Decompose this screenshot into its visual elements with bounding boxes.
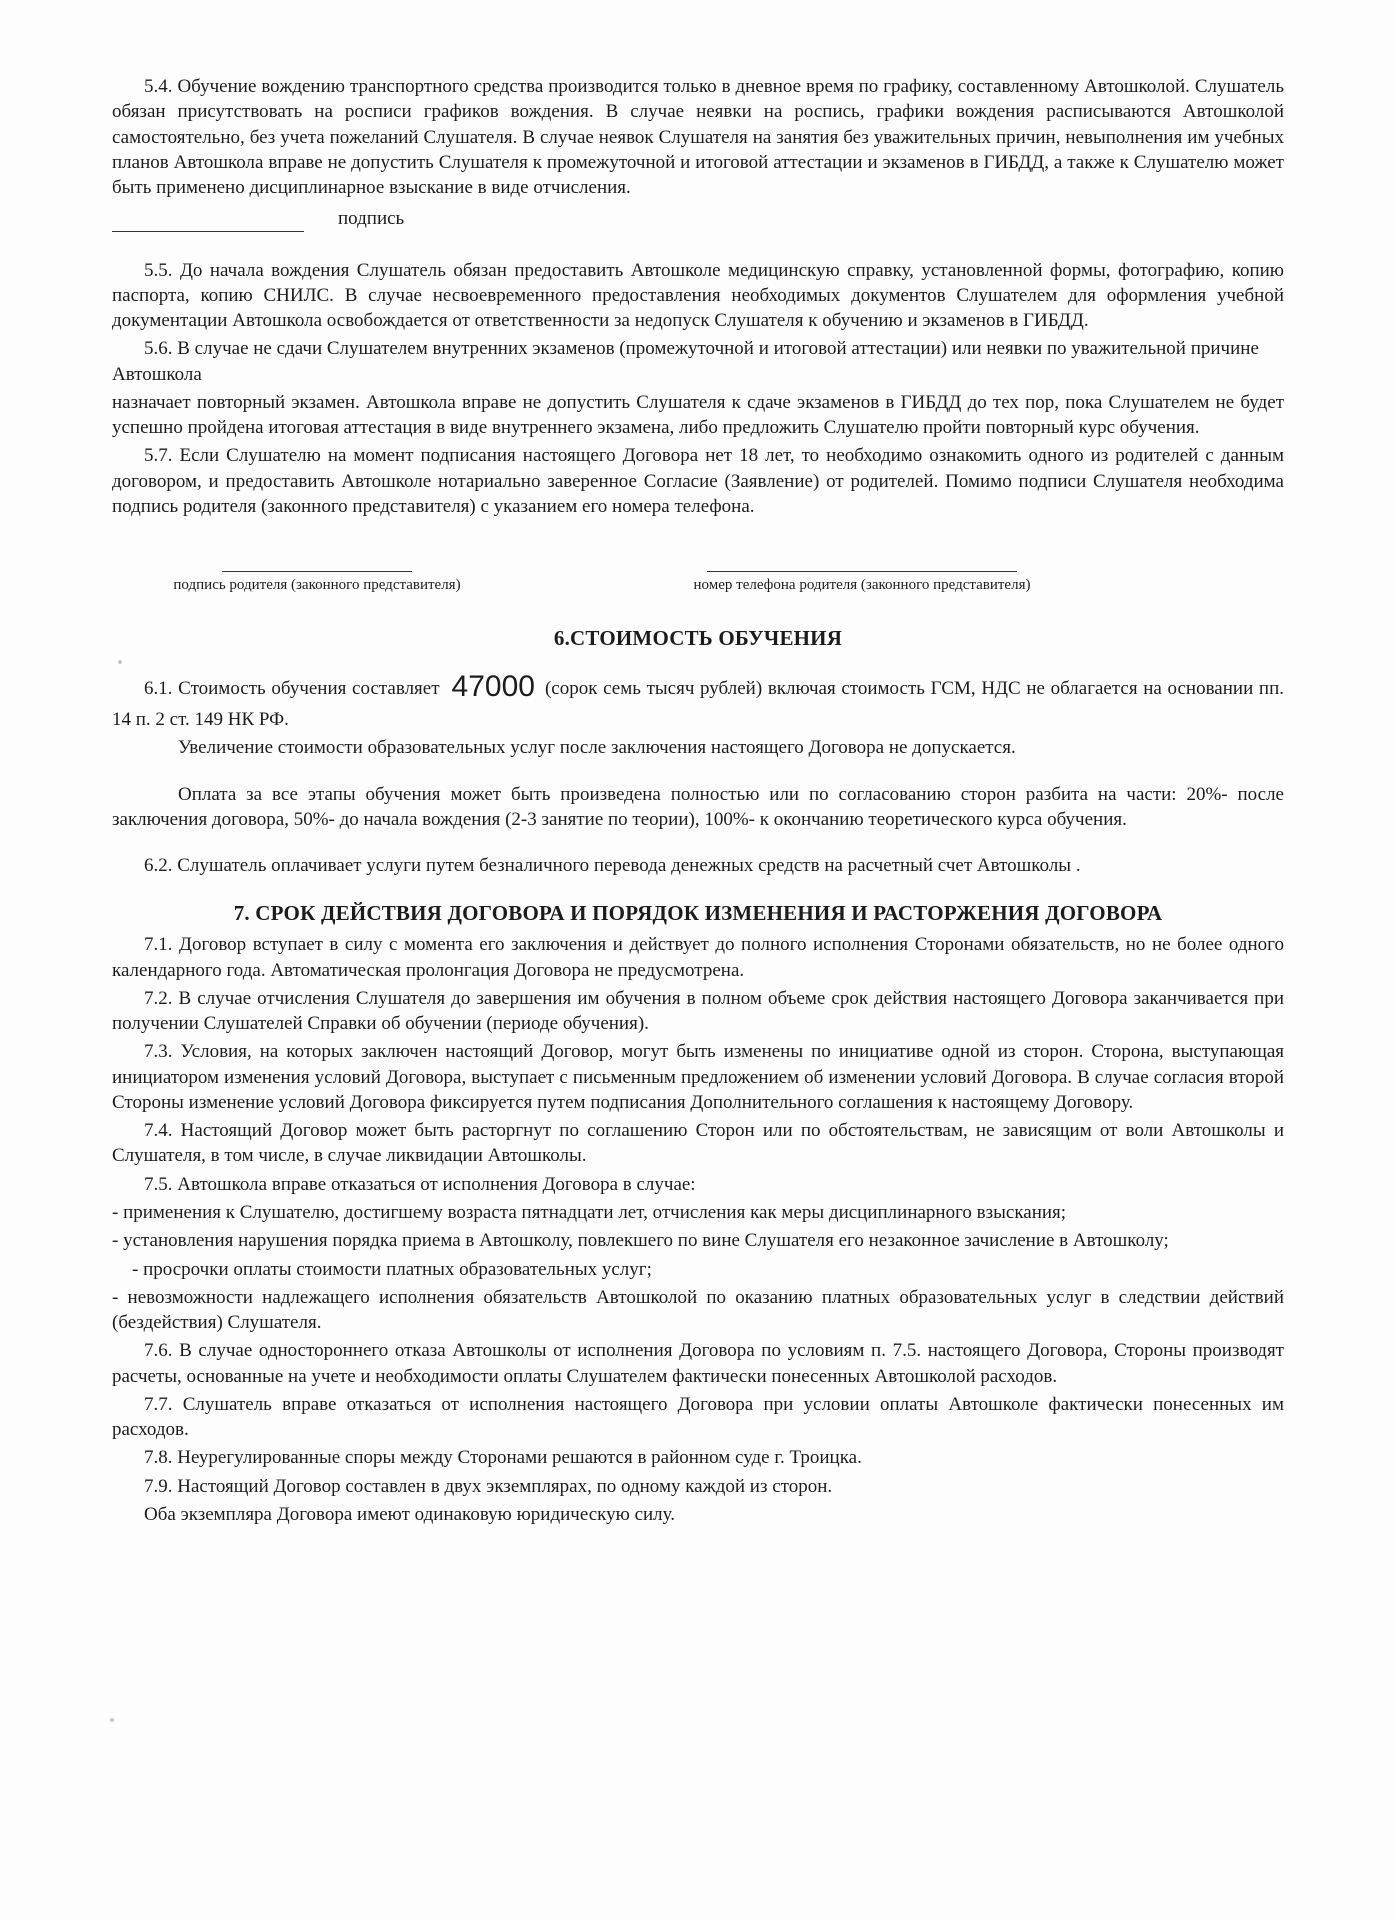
signature-label: подпись (338, 208, 405, 230)
clause-5-5: 5.5. До начала вождения Слушатель обязан предоставить Автошколе медицинскую справку, установленной формы, фотографию, копию паспорта, копию СНИЛС. В случае несвоевременного предоставления необходимых документов Слушателем для оформления учебной документации Автошкола освобождается от ответственности за недопуск Слушателя к обучению и экзаменов в ГИБДД. (112, 259, 1284, 332)
parent-phone (642, 559, 1082, 596)
clause-5-4: 5.4. Обучение вождению транспортного средства производится только в дневное время по графику, составленному Автошколой. Слушатель обязан присутствовать на росписи графиков вождения. В случае неявки на роспись, графики вождения расписываются Автошколой самостоятельно, без учета пожеланий Слушателя. В случае неявок Слушателя на занятия без уважительных причин, невыполнения им учебных планов Автошкола вправе не допустить Слушателя к промежуточной и итоговой аттестации и экзаменов в ГИБДД, а также к Слушателю может быть применено дисциплинарное взыскание в виде отчисления. (112, 76, 1284, 199)
parent-phone-line (707, 559, 1017, 572)
clause-7-5-item: - применения к Слушателю, достигшему возраста пятнадцати лет, отчисления как меры дисциплинарного взыскания; (112, 1201, 1067, 1223)
section-7-title: 7. СРОК ДЕЙСТВИЯ ДОГОВОРА И ПОРЯДОК ИЗМЕНЕНИЯ И РАСТОРЖЕНИЯ ДОГОВОРА (233, 901, 1163, 926)
clause-5-6-cont: назначает повторный экзамен. Автошкола вправе не допустить Слушателя к сдаче экзаменов в ГИБДД до тех пор, пока Слушателем не будет успешно пройдена итоговая аттестация в виде внутреннего экзамена, либо предложить Слушателю пройти повторный курс обучения. (112, 391, 1284, 439)
parent-signature-line (222, 559, 412, 572)
clause-6-1-increase: Увеличение стоимости образовательных услуг после заключения настоящего Договора не допускается. (178, 737, 1016, 759)
clause-7-2: 7.2. В случае отчисления Слушателя до завершения им обучения в полном объеме срок действия настоящего Договора заканчивается при получении Слушателей Справки об обучении (периоде обучения). (112, 987, 1284, 1035)
clause-7-5: 7.5. Автошкола вправе отказаться от исполнения Договора в случае: (144, 1173, 696, 1195)
scan-speck (110, 1718, 114, 1722)
clause-7-9: 7.9. Настоящий Договор составлен в двух экземплярах, по одному каждой из сторон. (144, 1475, 833, 1497)
clause-6-2: 6.2. Слушатель оплачивает услуги путем безналичного перевода денежных средств на расчетный счет Автошколы . (144, 855, 1081, 877)
document-body (112, 74, 1284, 1530)
clause-7-3: 7.3. Условия, на которых заключен настоящий Договор, могут быть изменены по инициативе одной из сторон. Сторона, выступающая инициатором изменения условий Договора, выступает с письменным предложением об изменении условий Договора. В случае согласия второй Стороны изменение условий Договора фиксируется путем подписания Дополнительного соглашения к настоящему Договору. (112, 1041, 1284, 1113)
clause-7-7: 7.7. Слушатель вправе отказаться от исполнения настоящего Договора при условии оплаты Автошколе фактически понесенных им расходов. (112, 1393, 1284, 1441)
clause-7-9-cont: Оба экземпляра Договора имеют одинаковую юридическую силу. (144, 1503, 676, 1525)
parent-phone-label: номер телефона родителя (законного представителя) (693, 577, 1031, 594)
clause-7-5-item: - просрочки оплаты стоимости платных образовательных услуг; (132, 1258, 652, 1280)
clause-5-7: 5.7. Если Слушателю на момент подписания настоящего Договора нет 18 лет, то необходимо ознакомить одного из родителей с данным договором, и предоставить Автошколе нотариально заверенное Согласие (Заявление) от родителей. Помимо подписи Слушателя необходима подпись родителя (законного представителя) с указанием его номера телефона. (112, 445, 1284, 517)
clause-7-4: 7.4. Настоящий Договор может быть расторгнут по соглашению Сторон или по обстоятельствам, не зависящим от воли Автошколы и Слушателя, в том числе, в случае ликвидации Автошколы. (112, 1120, 1284, 1167)
parent-signature-block (112, 559, 1284, 607)
parent-signature (152, 559, 482, 596)
clause-7-8: 7.8. Неурегулированные споры между Сторонами решаются в районном суде г. Троицка. (144, 1447, 862, 1469)
clause-6-1-end: (сорок семь тысяч рублей) включая стоимость ГСМ, НДС не облагается на основании пп. 14 п. 2 ст. 149 НК РФ. (112, 678, 1284, 731)
signature-row (112, 206, 1284, 231)
parent-signature-label: подпись родителя (законного представителя) (173, 577, 461, 594)
price-value: 47000 (451, 670, 535, 704)
clause-7-6: 7.6. В случае одностороннего отказа Автошколы от исполнения Договора по условиям п. 7.5. настоящего Договора, Стороны производят расчеты, основанные на учете и необходимости оплаты Слушателем фактически понесенных Автошколой расходов. (112, 1340, 1284, 1387)
section-6-title: 6.СТОИМОСТЬ ОБУЧЕНИЯ (553, 626, 843, 651)
clause-5-6-start: 5.6. В случае не сдачи Слушателем внутренних экзаменов (промежуточной и итоговой аттестации) или неявки по уважительной причине Автошкола (112, 338, 1259, 385)
clause-7-5-item: - невозможности надлежащего исполнения обязательств Автошколой по оказанию платных образовательных услуг в следствии действий (бездействия) Слушателя. (112, 1286, 1284, 1334)
clause-7-1: 7.1. Договор вступает в силу с момента его заключения и действует до полного исполнения Сторонами обязательств, но не более одного календарного года. Автоматическая пролонгация Договора не предусмотрена. (112, 934, 1284, 981)
clause-6-1-start: 6.1. Стоимость обучения составляет (144, 678, 440, 700)
clause-6-1-payment: Оплата за все этапы обучения может быть произведена полностью или по согласованию сторон разбита на части: 20%- после заключения договора, 50%- до начала вождения (2-3 занятие по теории), 100%- к окончанию теоретического курса обучения. (112, 783, 1284, 830)
signature-line (112, 213, 304, 232)
clause-6-1 (112, 667, 1284, 732)
clause-7-5-item: - установления нарушения порядка приема в Автошколу, повлекшего по вине Слушателя его незаконное зачисление в Автошколу; (112, 1230, 1169, 1252)
